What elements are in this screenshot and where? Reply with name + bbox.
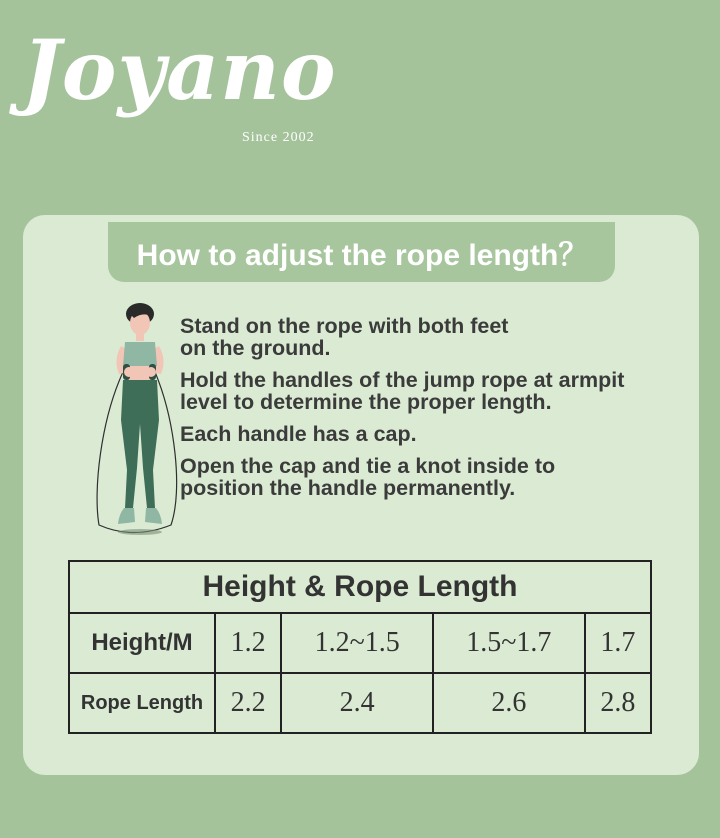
table-cell: 2.6 bbox=[433, 673, 585, 733]
size-table bbox=[68, 612, 652, 734]
table-cell: 2.2 bbox=[215, 673, 281, 733]
table-cell: 1.2~1.5 bbox=[281, 613, 433, 673]
step-4: Open the cap and tie a knot inside to position the handle permanently. bbox=[180, 454, 556, 500]
table-cell: 2.4 bbox=[281, 673, 433, 733]
leggings bbox=[121, 380, 159, 508]
table-cell: 2.8 bbox=[585, 673, 651, 733]
table-row bbox=[69, 613, 651, 673]
size-table-title: Height & Rope Length bbox=[68, 560, 652, 612]
row-label-height: Height/M bbox=[69, 613, 215, 673]
table-row bbox=[69, 673, 651, 733]
table-cell: 1.5~1.7 bbox=[433, 613, 585, 673]
brand-logo: Joyano bbox=[22, 23, 337, 119]
card-title: How to adjust the rope length？ bbox=[108, 222, 615, 282]
shoe-left bbox=[118, 508, 135, 524]
step-1: Stand on the rope with both feet on the ground. bbox=[180, 314, 509, 360]
row-label-rope-length: Rope Length bbox=[69, 673, 215, 733]
table-cell: 1.7 bbox=[585, 613, 651, 673]
woman-jump-rope-illustration bbox=[93, 300, 183, 545]
sports-bra bbox=[123, 342, 157, 366]
instruction-steps bbox=[180, 315, 710, 509]
brand-since: Since 2002 bbox=[242, 130, 315, 145]
shoe-right bbox=[145, 508, 162, 524]
step-3: Each handle has a cap. bbox=[180, 422, 417, 446]
step-2: Hold the handles of the jump rope at armpit level to determine the proper length. bbox=[180, 368, 625, 414]
table-cell: 1.2 bbox=[215, 613, 281, 673]
